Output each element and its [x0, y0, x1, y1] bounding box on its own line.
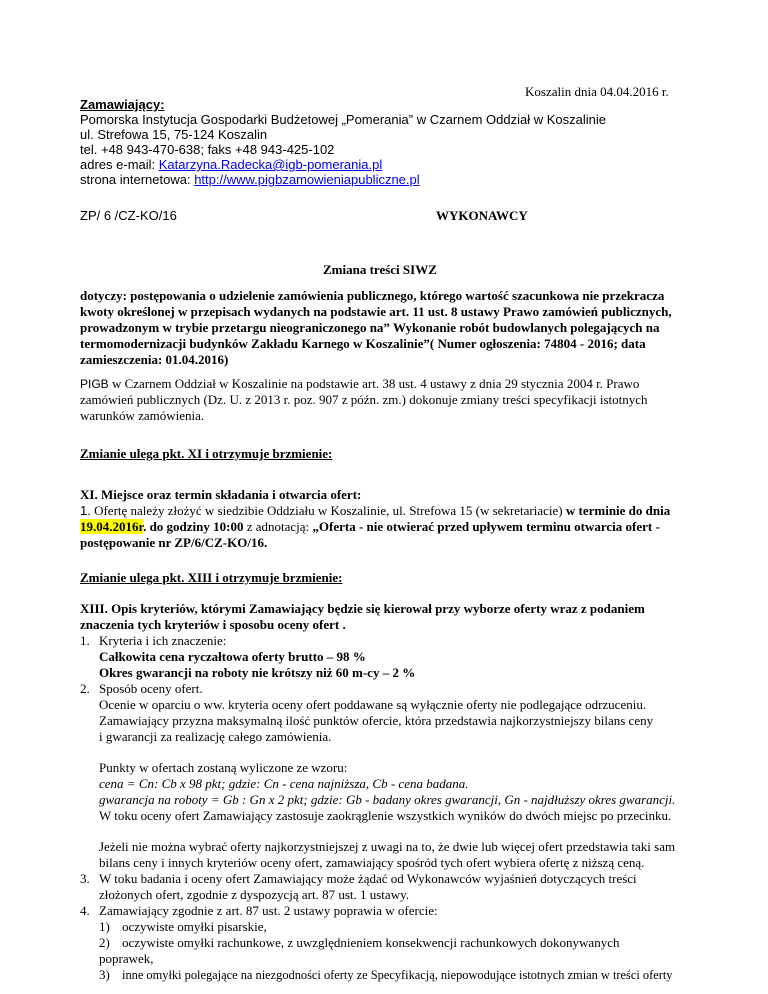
xi-item-number: 1.: [80, 503, 91, 518]
xiii-item-text-cont: złożonych ofert, zgodnie z dyspozycją art. 87 ust. 1 ustawy.: [99, 887, 409, 902]
correction-text: inne omyłki polegające na niezgodności oferty ze Specyfikacją, niepowodujące istotnych zmian w treści oferty: [122, 968, 673, 982]
correction-text-cont: poprawek,: [99, 951, 154, 966]
rounding-note: W toku oceny ofert Zamawiający zastosuje zaokrąglenie wszystkich wyników do dwóch miejsc po przecinku.: [99, 808, 672, 823]
xiii-item-text: Sposób oceny ofert.: [99, 681, 203, 696]
xiii-title-line: znaczenia tych kryteriów i sposobu oceny ofert .: [80, 617, 346, 632]
xi-para-line-2: [80, 519, 660, 535]
change-xi-heading: Zmianie ulega pkt. XI i otrzymuje brzmienie:: [80, 446, 333, 461]
xi-annotation: „Oferta - nie otwierać przed upływem terminu otwarcia ofert -: [312, 519, 660, 534]
tie-paragraph: [99, 839, 675, 871]
contracting-label: Zamawiający:: [80, 97, 165, 112]
subject-line: zamieszczenia: 01.04.2016): [80, 352, 229, 367]
recipient: WYKONAWCY: [436, 208, 528, 223]
correction-number: 1): [99, 919, 110, 934]
subject-paragraph: [80, 288, 690, 368]
xi-hour: . do godziny 10:00: [143, 519, 244, 534]
highlighted-date: 19.04.2016r: [80, 519, 144, 534]
formula-intro: Punkty w ofertach zostaną wyliczone ze wzoru:: [99, 760, 348, 775]
contracting-address: ul. Strefowa 15, 75-124 Koszalin: [80, 127, 268, 142]
subject-line: prowadzonym w trybie przetargu nieograniczonego na” Wykonanie robót budowlanych polegających na: [80, 320, 660, 335]
contracting-www-row: [80, 172, 420, 187]
xi-text: Ofertę należy złożyć w siedzibie Oddziału w Koszalinie, ul. Strefowa 15 (w sekretariacie): [90, 503, 566, 518]
xi-title: XI. Miejsce oraz termin składania i otwarcia ofert:: [80, 487, 362, 502]
subject-line: dotyczy: postępowania o udzielenie zamówienia publicznego, którego wartość szacunkowa nie przekracza: [80, 288, 665, 303]
evaluation-paragraph: [99, 697, 653, 745]
evaluation-line: i gwarancji za realizację całego zamówienia.: [99, 729, 332, 744]
formula-price: cena = Cn: Cb x 98 pkt; gdzie: Cn - cena najniższa, Cb - cena badana.: [99, 776, 469, 791]
contracting-name: Pomorska Instytucja Gospodarki Budżetowej „Pomerania” w Czarnem Oddział w Koszalinie: [80, 112, 606, 127]
xi-para-line-1: [80, 503, 670, 519]
xiii-title-line: XIII. Opis kryteriów, którymi Zamawiający będzie się kierował przy wyborze oferty wraz z podaniem: [80, 601, 645, 616]
formula-warranty: gwarancja na roboty = Gb : Gn x 2 pkt; gdzie: Gb - badany okres gwarancji, Gn - najdłuższy okres gwarancji.: [99, 792, 676, 807]
document-title: Zmiana treści SIWZ: [323, 262, 437, 277]
xiii-item-number: 1.: [80, 633, 90, 648]
xiii-item-number: 2.: [80, 681, 90, 696]
intro-line: warunków zamówienia.: [80, 408, 205, 423]
correction-number: 3): [99, 967, 110, 982]
xiii-item-text: Kryteria i ich znaczenie:: [99, 633, 227, 648]
tie-line: bilans ceny i innych kryteriów oceny ofert, zamawiający spośród tych ofert wybiera ofertę z niższą ceną.: [99, 855, 645, 870]
xi-annotation-label: z adnotacją:: [243, 519, 313, 534]
evaluation-line: Zamawiający przyzna maksymalną ilość punktów ofercie, która przedstawia najkorzystniejszy bilans ceny: [99, 713, 654, 728]
www-label: strona internetowa:: [80, 172, 195, 187]
contracting-email-row: [80, 157, 382, 172]
correction-text: oczywiste omyłki rachunkowe, z uwzględnieniem konsekwencji rachunkowych dokonywanych: [122, 935, 620, 950]
xi-para-line-3: postępowanie nr ZP/6/CZ-KO/16.: [80, 535, 268, 550]
evaluation-line: Ocenie w oparciu o ww. kryteria oceny ofert poddawane są wyłącznie oferty nie podlegające odrzuceniu.: [99, 697, 647, 712]
xiii-item-number: 4.: [80, 903, 90, 918]
subject-line: kwoty określonej w przepisach wydanych na podstawie art. 11 ust. 8 ustawy Prawo zamówień publicznych,: [80, 304, 672, 319]
change-xiii-heading: Zmianie ulega pkt. XIII i otrzymuje brzmienie:: [80, 570, 343, 585]
reference-number: ZP/ 6 /CZ-KO/16: [80, 208, 177, 223]
correction-text: oczywiste omyłki pisarskie,: [122, 919, 267, 934]
intro-line: w Czarnem Oddział w Koszalinie na podstawie art. 38 ust. 4 ustawy z dnia 29 stycznia 2004 r. Prawo: [108, 376, 640, 391]
subject-line: termomodernizacji budynków Zakładu Karnego w Koszalinie”( Numer ogłoszenia: 74804 - 2016; data: [80, 336, 646, 351]
criterion-price: Całkowita cena ryczałtowa oferty brutto – 98 %: [99, 649, 366, 664]
intro-paragraph: [80, 376, 692, 424]
intro-acronym: PIGB: [80, 377, 109, 391]
xi-deadline-label: w terminie do dnia: [565, 503, 671, 518]
contracting-phone: tel. +48 943-470-638; faks +48 943-425-102: [80, 142, 335, 157]
xiii-item-number: 3.: [80, 871, 90, 886]
xiii-item-text: W toku badania i oceny ofert Zamawiający może żądać od Wykonawców wyjaśnień dotyczących treści: [99, 871, 637, 886]
correction-number: 2): [99, 935, 110, 950]
email-label: adres e-mail:: [80, 157, 159, 172]
intro-line: zamówień publicznych (Dz. U. z 2013 r. poz. 907 z późn. zm.) dokonuje zmiany treści specyfikacji istotnych: [80, 392, 648, 407]
xiii-title: [80, 601, 645, 633]
email-link[interactable]: Katarzyna.Radecka@igb-pomerania.pl: [158, 157, 383, 172]
www-link[interactable]: http://www.pigbzamowieniapubliczne.pl: [194, 172, 420, 187]
tie-line: Jeżeli nie można wybrać oferty najkorzystniejszej z uwagi na to, że dwie lub więcej ofert przedstawia taki sam: [99, 839, 676, 854]
place-date: Koszalin dnia 04.04.2016 r.: [525, 84, 669, 99]
criterion-warranty: Okres gwarancji na roboty nie krótszy niż 60 m-cy – 2 %: [99, 665, 416, 680]
xiii-item-text: Zamawiający zgodnie z art. 87 ust. 2 ustawy poprawia w ofercie:: [99, 903, 438, 918]
